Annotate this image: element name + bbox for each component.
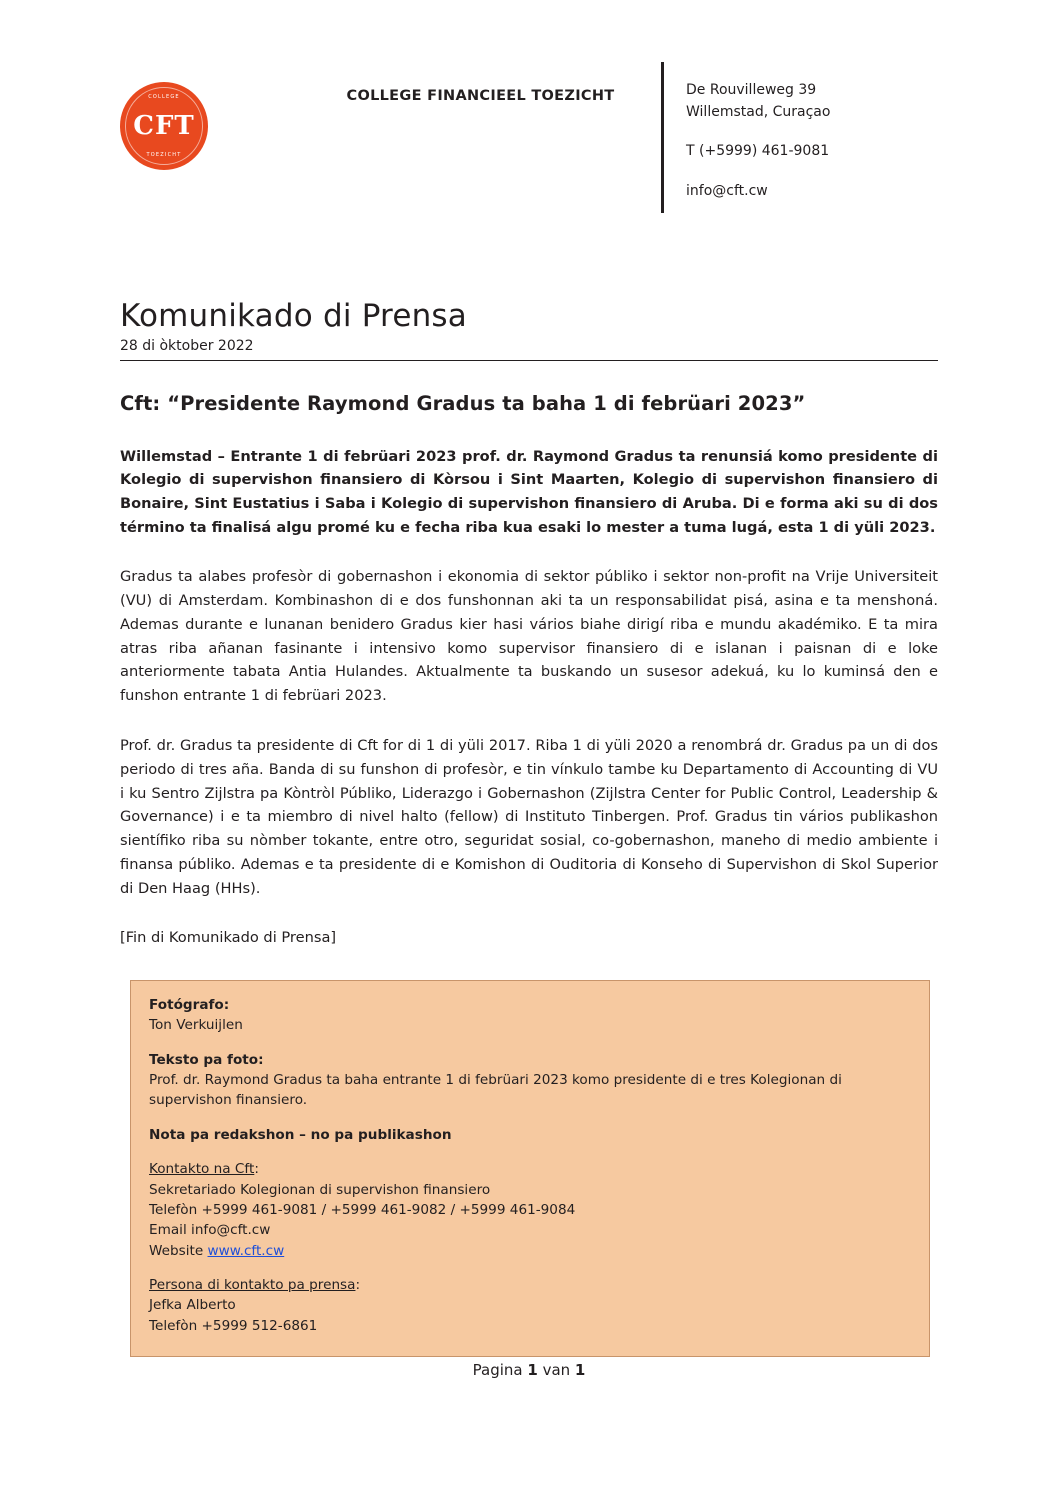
editor-note-block xyxy=(149,1125,911,1145)
logo-ring-bottom-text: TOEZICHT xyxy=(146,152,182,158)
photographer-name: Ton Verkuijlen xyxy=(149,1017,243,1034)
end-of-release-marker: [Fin di Komunikado di Prensa] xyxy=(120,929,337,947)
page-title: Komunikado di Prensa xyxy=(120,297,467,334)
lead-paragraph: Willemstad – Entrante 1 di febrüari 2023 prof. dr. Raymond Gradus ta renunsiá komo presidente di Kolegio di supervishon finansiero di Kòrsou i Sint Maarten, Kolegio di supervishon finansiero di Bonaire, Sint Eustatius i Saba i Kolegio di supervishon finansiero di Aruba. Di e forma aki su di dos término ta finalisá algu promé ku e fecha riba kua esaki lo mester a tuma lugá, esta 1 di yüli 2023. xyxy=(120,447,938,536)
logo-mark-text: CFT xyxy=(133,111,195,141)
footer-middle: van xyxy=(537,1361,575,1379)
cft-contact-colon: : xyxy=(254,1161,259,1178)
footer-page-total: 1 xyxy=(574,1361,586,1379)
document-date: 28 di òktober 2022 xyxy=(120,338,254,355)
photographer-label: Fotógrafo: xyxy=(149,996,230,1013)
contact-address-line-1: De Rouvilleweg 39 xyxy=(686,82,817,98)
contact-address-line-2: Willemstad, Curaçao xyxy=(686,103,831,120)
footer-page-number: 1 xyxy=(527,1361,538,1379)
cft-contact-org: Sekretariado Kolegionan di supervishon finansiero xyxy=(149,1181,491,1198)
cft-website-link[interactable]: www.cft.cw xyxy=(207,1242,285,1259)
footer-prefix: Pagina xyxy=(472,1361,528,1379)
press-contact-colon: : xyxy=(355,1277,361,1294)
press-contact-heading xyxy=(149,1275,911,1295)
document-body xyxy=(120,391,938,949)
cft-logo-icon xyxy=(120,82,208,170)
press-contact-label: Persona di kontakto pa prensa xyxy=(149,1277,356,1294)
cft-contact-website-label: Website xyxy=(149,1242,208,1259)
article-headline: Cft: “Presidente Raymond Gradus ta baha 1 di febrüari 2023” xyxy=(120,392,806,416)
caption-block xyxy=(149,1050,911,1111)
contact-email: info@cft.cw xyxy=(686,183,768,200)
caption-text: Prof. dr. Raymond Gradus ta baha entrante 1 di febrüari 2023 komo presidente di e tres Kolegionan di supervishon finansiero. xyxy=(149,1071,842,1109)
logo-container xyxy=(120,62,320,170)
cft-contact-email: Email info@cft.cw xyxy=(149,1222,271,1239)
press-contact-phone: Telefòn +5999 512-6861 xyxy=(149,1317,318,1334)
document-header xyxy=(0,0,1058,213)
editor-note-box xyxy=(130,980,930,1357)
cft-contact-website-row xyxy=(149,1241,911,1261)
editor-note-label: Nota pa redakshon – no pa publikashon xyxy=(149,1126,452,1143)
page-footer xyxy=(0,1361,1058,1379)
contact-spacer-1 xyxy=(686,123,986,141)
cft-contact-heading xyxy=(149,1159,911,1179)
body-paragraph-1: Gradus ta alabes profesòr di gobernashon i ekonomia di sektor públiko i sektor non-profit na Vrije Universiteit (VU) di Amsterdam. Kombinashon di e dos funshonnan aki ta un responsabilidat pisá, asina e ta menshoná. Ademas durante e lunanan benidero Gradus kier hasi vários biahe dirigí riba e mundu akadémiko. E ta mira atras riba añanan fasinante i intensivo komo supervisor finansiero di e islanan i paisnan di e loke anteriormente tabata Antia Hulandes. Aktualmente ta buskando un susesor adekuá, ku lo kuminsá den e funshon entrante 1 di febrüari 2023. xyxy=(120,568,938,705)
contact-spacer-2 xyxy=(686,163,986,181)
contact-block xyxy=(661,62,986,213)
body-paragraph-2: Prof. dr. Gradus ta presidente di Cft for di 1 di yüli 2017. Riba 1 di yüli 2020 a renombrá dr. Gradus pa un di dos periodo di tres aña. Banda di su funshon di profesòr, e tin vínkulo tambe ku Departamento di Accounting di VU i ku Sentro Zijlstra pa Kòntròl Públiko, Liderazgo i Gobernashon (Zijlstra Center for Public Control, Leadership & Governance) i e ta miembro di nivel halto (fellow) di Instituto Tinbergen. Prof. Gradus tin vários publikashon sientífiko riba su nòmber tokante, entre otro, seguridat sosial, co-gobernashon, maneho di medio ambiente i finansa públiko. Ademas e ta presidente di e Komishon di Ouditoria di Konseho di Supervishon di Skol Superior di Den Haag (HHs). xyxy=(120,736,938,897)
title-block xyxy=(120,299,938,362)
cft-contact-phone: Telefòn +5999 461-9081 / +5999 461-9082 / +5999 461-9084 xyxy=(149,1201,576,1218)
cft-contact-label: Kontakto na Cft xyxy=(149,1161,255,1178)
cft-contact-block xyxy=(149,1159,911,1261)
contact-phone: T (+5999) 461-9081 xyxy=(686,143,830,160)
organization-title: COLLEGE FINANCIEEL TOEZICHT xyxy=(346,88,615,104)
caption-label: Teksto pa foto: xyxy=(149,1051,264,1068)
logo-ring-top-text: COLLEGE xyxy=(148,94,180,100)
photographer-block xyxy=(149,995,911,1036)
press-contact-block xyxy=(149,1275,911,1336)
press-contact-name: Jefka Alberto xyxy=(149,1297,236,1314)
